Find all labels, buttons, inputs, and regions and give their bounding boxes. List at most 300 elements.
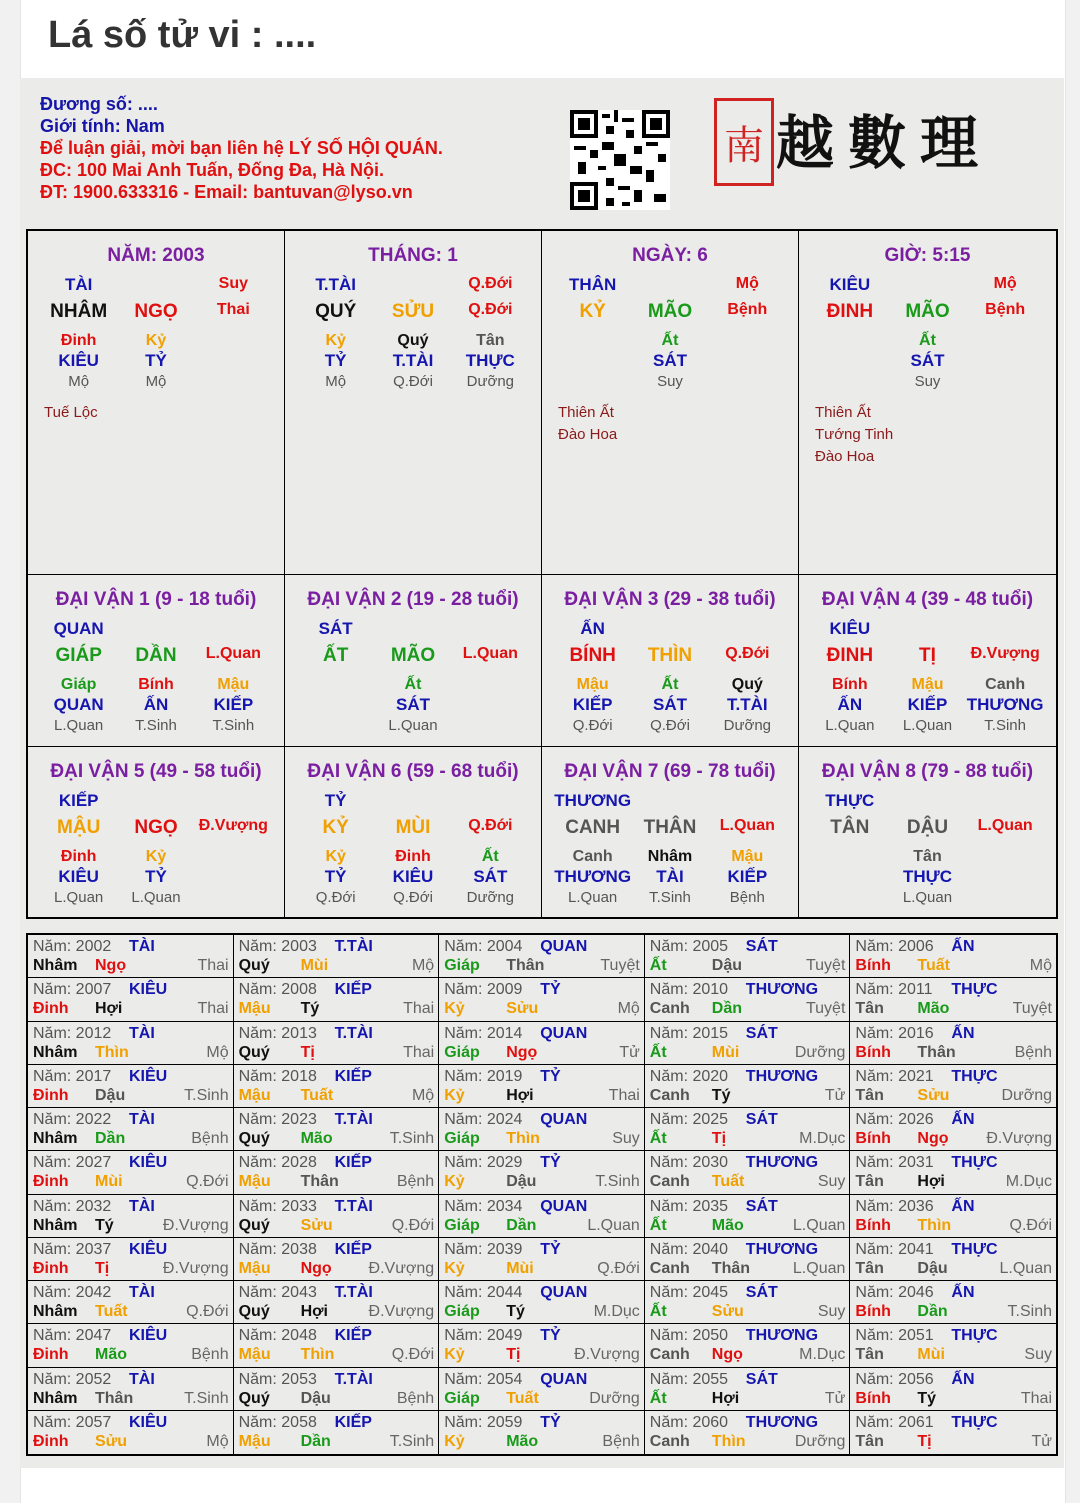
year-line-1 (650, 1153, 846, 1172)
r1-text (374, 275, 451, 295)
year-number: Năm: 2015 (649, 1024, 729, 1042)
year-chi: Dậu (95, 1086, 126, 1104)
r1-text (374, 791, 451, 811)
year-star: THƯƠNG (745, 1413, 819, 1431)
year-can: Kỷ (444, 1259, 465, 1277)
year-line-2 (650, 1259, 846, 1278)
r5-row (799, 888, 1056, 908)
year-line-1 (855, 1067, 1052, 1086)
year-can: Kỷ (444, 1346, 465, 1364)
duong-so-label: Đương số: .... (40, 94, 158, 114)
r5-row (542, 716, 798, 736)
year-state: Tuyệt (600, 957, 640, 974)
year-state: L.Quan (587, 1216, 640, 1234)
year-number: Năm: 2042 (33, 1284, 112, 1301)
year-can: Kỷ (444, 1173, 465, 1191)
year-chi: Thân (506, 957, 545, 974)
year-can: Tân (855, 1346, 884, 1364)
year-can: Canh (649, 1086, 690, 1104)
r2-text: Q.Đới (468, 817, 513, 834)
r1-text (195, 791, 272, 811)
year-number: Năm: 2045 (649, 1284, 729, 1301)
year-line-2 (444, 999, 640, 1018)
year-number: Năm: 2008 (238, 981, 317, 999)
r3-text: Canh (985, 676, 1026, 693)
r3-text: Tân (476, 332, 505, 349)
year-can: Bính (855, 1130, 891, 1147)
r3-text: Bính (138, 676, 174, 693)
r1-row (542, 619, 798, 639)
r5-text: Mộ (325, 373, 347, 390)
year-line-2 (650, 999, 846, 1018)
year-line-2 (239, 1259, 435, 1278)
year-state: Bệnh (602, 1432, 640, 1450)
year-state: Q.Đới (391, 1346, 435, 1364)
year-chi: Tị (917, 1432, 932, 1450)
year-star: TÀI (129, 1370, 155, 1388)
r5-text: L.Quan (388, 717, 438, 734)
year-state: Suy (817, 1173, 846, 1191)
r4-row (285, 694, 541, 716)
r4-text: TỶ (145, 867, 167, 886)
r4-text (709, 350, 786, 372)
year-can: Đinh (33, 1086, 69, 1104)
r3-text: Kỷ (325, 332, 346, 349)
r1-row (28, 791, 284, 811)
r1-text: TÀI (64, 275, 93, 294)
year-star: ẤN (951, 1284, 975, 1301)
year-cell (645, 935, 851, 978)
year-state: Mộ (206, 1432, 229, 1450)
year-state: Tử (1031, 1432, 1052, 1450)
r1-text (709, 619, 786, 639)
year-number: Năm: 2017 (33, 1067, 112, 1085)
year-star: KIẾP (334, 1240, 372, 1258)
dai-van-header: ĐẠI VẬN 3 (29 - 38 tuổi) (564, 589, 776, 610)
year-chi: Ngọ (917, 1130, 949, 1147)
year-cell (28, 1238, 234, 1281)
year-cell (850, 1022, 1056, 1065)
year-state: Q.Đới (597, 1259, 640, 1277)
year-cell (28, 1281, 234, 1324)
r5-text: Q.Đới (393, 889, 433, 906)
than-sat-item: Tướng Tinh (815, 426, 894, 443)
r2-text: L.Quan (719, 817, 775, 834)
r2-text: ĐINH (826, 301, 874, 322)
year-state: Dưỡng (794, 1432, 846, 1450)
r5-text: Q.Đới (650, 717, 690, 734)
year-line-1 (33, 1283, 229, 1302)
year-cell (850, 1195, 1056, 1238)
r1-text: Mộ (735, 275, 759, 292)
year-chi: Sửu (95, 1432, 128, 1450)
year-chi: Tý (711, 1086, 731, 1104)
r1-text (966, 791, 1044, 811)
year-star: ẤN (951, 1024, 975, 1042)
r4-row (542, 866, 798, 888)
year-number: Năm: 2057 (33, 1413, 112, 1431)
r3-row (542, 847, 798, 866)
r2-text: MÃO (390, 645, 436, 666)
year-line-2 (33, 1043, 229, 1062)
year-number: Năm: 2040 (649, 1240, 729, 1258)
r1-row (542, 275, 798, 295)
r1-text: T.TÀI (315, 275, 356, 294)
year-number: Năm: 2047 (33, 1327, 112, 1345)
r4-row (799, 350, 1056, 372)
r3-text: Kỷ (145, 848, 167, 865)
r5-text: L.Quan (54, 717, 104, 734)
year-can: Canh (649, 1346, 690, 1364)
year-chi: Hợi (917, 1173, 945, 1191)
r4-text: KIẾP (907, 695, 948, 714)
year-can: Nhâm (33, 1216, 78, 1234)
year-star: KIẾP (334, 1413, 372, 1431)
year-cell (28, 1368, 234, 1411)
year-line-1 (444, 1153, 640, 1172)
year-state: Bệnh (191, 1346, 229, 1364)
r1-text: KIẾP (58, 791, 99, 810)
dai-van-header: ĐẠI VẬN 5 (49 - 58 tuổi) (50, 761, 262, 782)
r3-text (554, 331, 631, 350)
year-chi: Mùi (506, 1259, 534, 1277)
year-line-1 (239, 1153, 435, 1172)
year-cell (850, 1238, 1056, 1281)
r2-row (542, 817, 798, 839)
year-chi: Hợi (506, 1086, 534, 1104)
year-line-2 (650, 956, 846, 975)
year-can: Quý (238, 957, 270, 974)
year-number: Năm: 2043 (238, 1284, 317, 1301)
year-cell (439, 1151, 645, 1194)
year-can: Quý (238, 1389, 270, 1407)
year-can: Tân (855, 1086, 884, 1104)
year-can: Giáp (444, 1130, 480, 1147)
r2-text: TÂN (830, 817, 870, 838)
year-number: Năm: 2053 (238, 1370, 317, 1388)
year-number: Năm: 2032 (33, 1197, 112, 1215)
r3-text (195, 847, 272, 866)
r2-text: Bệnh (985, 301, 1026, 318)
year-state: Tuyệt (805, 957, 846, 974)
year-chi: Dần (300, 1432, 331, 1450)
year-line-1 (855, 1240, 1052, 1259)
year-line-1 (650, 1024, 846, 1043)
year-cell (645, 1065, 851, 1108)
r2-text: KỶ (322, 817, 349, 838)
year-line-2 (444, 1302, 640, 1321)
year-line-2 (855, 999, 1052, 1018)
year-star: THƯƠNG (745, 1154, 819, 1172)
r1-row (799, 791, 1056, 811)
year-line-2 (33, 1172, 229, 1191)
year-line-1 (444, 1326, 640, 1345)
r3-row (542, 331, 798, 350)
year-state: Q.Đới (391, 1216, 435, 1234)
year-cell (439, 1411, 645, 1454)
r2-text: BÍNH (569, 645, 616, 666)
year-chi: Thìn (917, 1216, 952, 1234)
r1-row (542, 791, 798, 811)
year-cell (645, 1411, 851, 1454)
r3-text: Đinh (60, 332, 97, 349)
year-can: Giáp (444, 957, 480, 974)
year-chi: Dần (506, 1216, 537, 1234)
year-chi: Dần (711, 1000, 743, 1018)
r3-text: Ất (661, 676, 679, 693)
r1-text (452, 791, 529, 811)
year-can: Canh (649, 1259, 690, 1277)
year-state: Bệnh (1014, 1043, 1052, 1061)
r5-text: T.Sinh (649, 889, 691, 906)
year-cell (28, 1324, 234, 1367)
r3-text: Mậu (217, 676, 250, 693)
year-line-2 (650, 1172, 846, 1191)
year-star: THỰC (951, 1067, 998, 1085)
year-star: TỶ (540, 1240, 561, 1258)
brand-calligraphy-logo: 越數理 (776, 109, 993, 177)
pillar-cell (28, 231, 285, 575)
r3-row (799, 675, 1056, 694)
year-line-1 (33, 1197, 229, 1216)
r1-text: ẤN (580, 619, 605, 638)
year-line-2 (650, 1345, 846, 1364)
year-chi: Tị (711, 1130, 727, 1147)
r5-text: Mộ (145, 373, 167, 390)
year-state: Bệnh (396, 1389, 435, 1407)
year-state: L.Quan (792, 1216, 846, 1234)
r5-text (297, 716, 374, 736)
year-line-1 (650, 1326, 846, 1345)
r2-text: L.Quan (977, 817, 1033, 834)
r5-row (542, 372, 798, 392)
r3-text: Ất (919, 332, 936, 349)
year-line-1 (650, 1240, 846, 1259)
year-state: T.Sinh (595, 1173, 640, 1191)
year-chi: Tý (95, 1216, 114, 1234)
year-can: Ất (649, 1303, 667, 1320)
year-cell (850, 1151, 1056, 1194)
r5-text: L.Quan (131, 889, 181, 906)
year-can: Đinh (33, 1000, 69, 1018)
year-line-1 (650, 1283, 846, 1302)
r1-text (631, 275, 708, 295)
r2-row (285, 301, 541, 323)
year-chi: Mùi (300, 957, 329, 974)
year-can: Nhâm (33, 1389, 78, 1407)
year-line-1 (33, 1326, 229, 1345)
year-number: Năm: 2013 (238, 1024, 317, 1042)
year-can: Giáp (444, 1216, 480, 1234)
year-line-1 (855, 1197, 1052, 1216)
year-state: Tử (619, 1043, 640, 1061)
year-star: T.TÀI (334, 1370, 373, 1388)
r1-text: Q.Đới (468, 275, 513, 292)
year-chi: Tuất (917, 957, 950, 974)
r4-text (452, 694, 529, 716)
r2-text: MÙI (395, 817, 431, 838)
year-line-2 (239, 1172, 435, 1191)
year-star: TÀI (129, 938, 155, 955)
r3-row (542, 675, 798, 694)
year-cell (850, 978, 1056, 1021)
year-star: TỶ (540, 1327, 561, 1345)
r3-text: Ất (481, 848, 499, 865)
r4-text: THƯƠNG (966, 695, 1044, 714)
r5-text: T.Sinh (212, 717, 255, 734)
r2-text: GIÁP (55, 645, 102, 666)
r2-row (542, 301, 798, 323)
r3-text (195, 331, 272, 350)
year-state: Mộ (1029, 957, 1052, 974)
year-number: Năm: 2060 (649, 1413, 729, 1431)
r4-text: TỶ (324, 867, 347, 886)
year-star: ẤN (951, 1111, 975, 1128)
year-chi: Ngọ (711, 1346, 743, 1364)
year-star: KIÊU (129, 1327, 168, 1345)
year-cell (234, 935, 440, 978)
year-state: M.Dục (593, 1303, 640, 1320)
year-can: Nhâm (33, 1303, 78, 1320)
year-chi: Hợi (711, 1389, 740, 1407)
year-chi: Tị (300, 1043, 315, 1061)
year-line-2 (650, 1302, 846, 1321)
r2-text: DẦN (135, 645, 177, 666)
year-star: SÁT (745, 938, 778, 955)
year-can: Ất (649, 1389, 667, 1407)
r1-text (889, 275, 967, 295)
year-star: TỶ (540, 1067, 561, 1085)
year-state: Q.Đới (186, 1303, 229, 1320)
r1-text (889, 791, 967, 811)
year-can: Ất (649, 1043, 667, 1061)
dai-van-cell (28, 575, 285, 747)
year-star: THƯƠNG (745, 1240, 819, 1258)
r3-text: Quý (397, 332, 429, 349)
pillar-header: NGÀY: 6 (632, 245, 708, 266)
than-sat-item: Thiên Ất (815, 404, 871, 421)
r3-text (811, 847, 889, 866)
year-number: Năm: 2009 (444, 981, 523, 999)
r2-text: MÃO (905, 301, 950, 322)
year-number: Năm: 2050 (649, 1327, 729, 1345)
r3-text: Kỷ (325, 848, 346, 865)
r4-row (542, 694, 798, 716)
r1-text (631, 791, 708, 811)
r3-text: Canh (572, 848, 613, 865)
year-line-2 (33, 1345, 229, 1364)
year-star: THỰC (951, 1327, 998, 1345)
year-line-2 (239, 1302, 435, 1321)
year-chi: Ngọ (300, 1259, 332, 1277)
r4-text: ẤN (143, 695, 169, 714)
year-can: Mậu (238, 1000, 271, 1018)
year-star: ẤN (951, 938, 975, 955)
year-star: KIẾP (334, 1154, 372, 1172)
year-state: Thai (197, 957, 229, 974)
year-line-1 (33, 1067, 229, 1086)
year-line-1 (239, 980, 435, 999)
r4-text: KIẾP (213, 695, 254, 714)
year-number: Năm: 2024 (444, 1111, 523, 1128)
r4-text: SÁT (395, 695, 430, 714)
r1-row (285, 791, 541, 811)
year-line-1 (239, 1240, 435, 1259)
year-number: Năm: 2041 (855, 1240, 934, 1258)
r2-text: L.Quan (462, 645, 518, 662)
r3-text: Tân (913, 848, 942, 865)
r1-text (452, 619, 529, 639)
year-cell (439, 978, 645, 1021)
year-star: TÀI (129, 1197, 155, 1215)
year-line-2 (239, 1389, 435, 1408)
r2-row (542, 645, 798, 667)
r1-row (28, 619, 284, 639)
year-number: Năm: 2019 (444, 1067, 523, 1085)
year-cell (439, 1195, 645, 1238)
year-state: T.Sinh (389, 1432, 435, 1450)
year-cell (439, 1022, 645, 1065)
year-cell (645, 1151, 851, 1194)
year-state: L.Quan (792, 1259, 846, 1277)
dai-van-header: ĐẠI VẬN 8 (79 - 88 tuổi) (821, 761, 1034, 782)
r5-text: Bệnh (729, 889, 765, 906)
r2-text: THÌN (647, 645, 693, 666)
year-chi: Tý (506, 1303, 525, 1320)
year-cell (234, 1022, 440, 1065)
year-can: Tân (855, 1432, 884, 1450)
year-chi: Hợi (95, 1000, 123, 1018)
year-line-1 (33, 1024, 229, 1043)
r1-text: KIÊU (829, 275, 871, 294)
r4-row (285, 350, 541, 372)
year-chi: Tuất (506, 1389, 539, 1407)
year-line-1 (444, 1067, 640, 1086)
year-state: L.Quan (999, 1259, 1052, 1277)
year-can: Tân (855, 1259, 884, 1277)
year-line-2 (444, 1216, 640, 1235)
r2-text: QUÝ (315, 301, 357, 322)
year-number: Năm: 2026 (855, 1111, 934, 1128)
year-can: Bính (855, 1303, 891, 1320)
gioi-tinh-label: Giới tính: Nam (40, 116, 165, 136)
year-line-1 (33, 937, 229, 956)
year-star: ẤN (951, 1370, 975, 1388)
red-seal-logo: 南 (714, 98, 774, 186)
year-number: Năm: 2055 (649, 1370, 729, 1388)
r3-text (966, 331, 1044, 350)
year-line-1 (855, 1110, 1052, 1129)
dai-van-cell (542, 575, 799, 747)
year-line-1 (855, 937, 1052, 956)
year-chi: Tuất (711, 1173, 745, 1191)
r2-text: NGỌ (134, 301, 178, 322)
page-title: Lá số tử vi : .... (48, 14, 317, 56)
year-can: Đinh (33, 1432, 69, 1450)
year-chi: Hợi (300, 1303, 328, 1320)
year-line-1 (444, 1024, 640, 1043)
year-line-2 (650, 1086, 846, 1105)
year-state: Dưỡng (794, 1043, 846, 1061)
year-state: T.Sinh (389, 1130, 435, 1147)
year-line-2 (855, 1302, 1052, 1321)
year-state: Q.Đới (186, 1173, 229, 1191)
year-cell (28, 1151, 234, 1194)
r1-text (631, 619, 708, 639)
r1-text: Suy (218, 275, 248, 292)
year-state: M.Dục (799, 1130, 846, 1147)
year-state: Dưỡng (589, 1389, 640, 1407)
